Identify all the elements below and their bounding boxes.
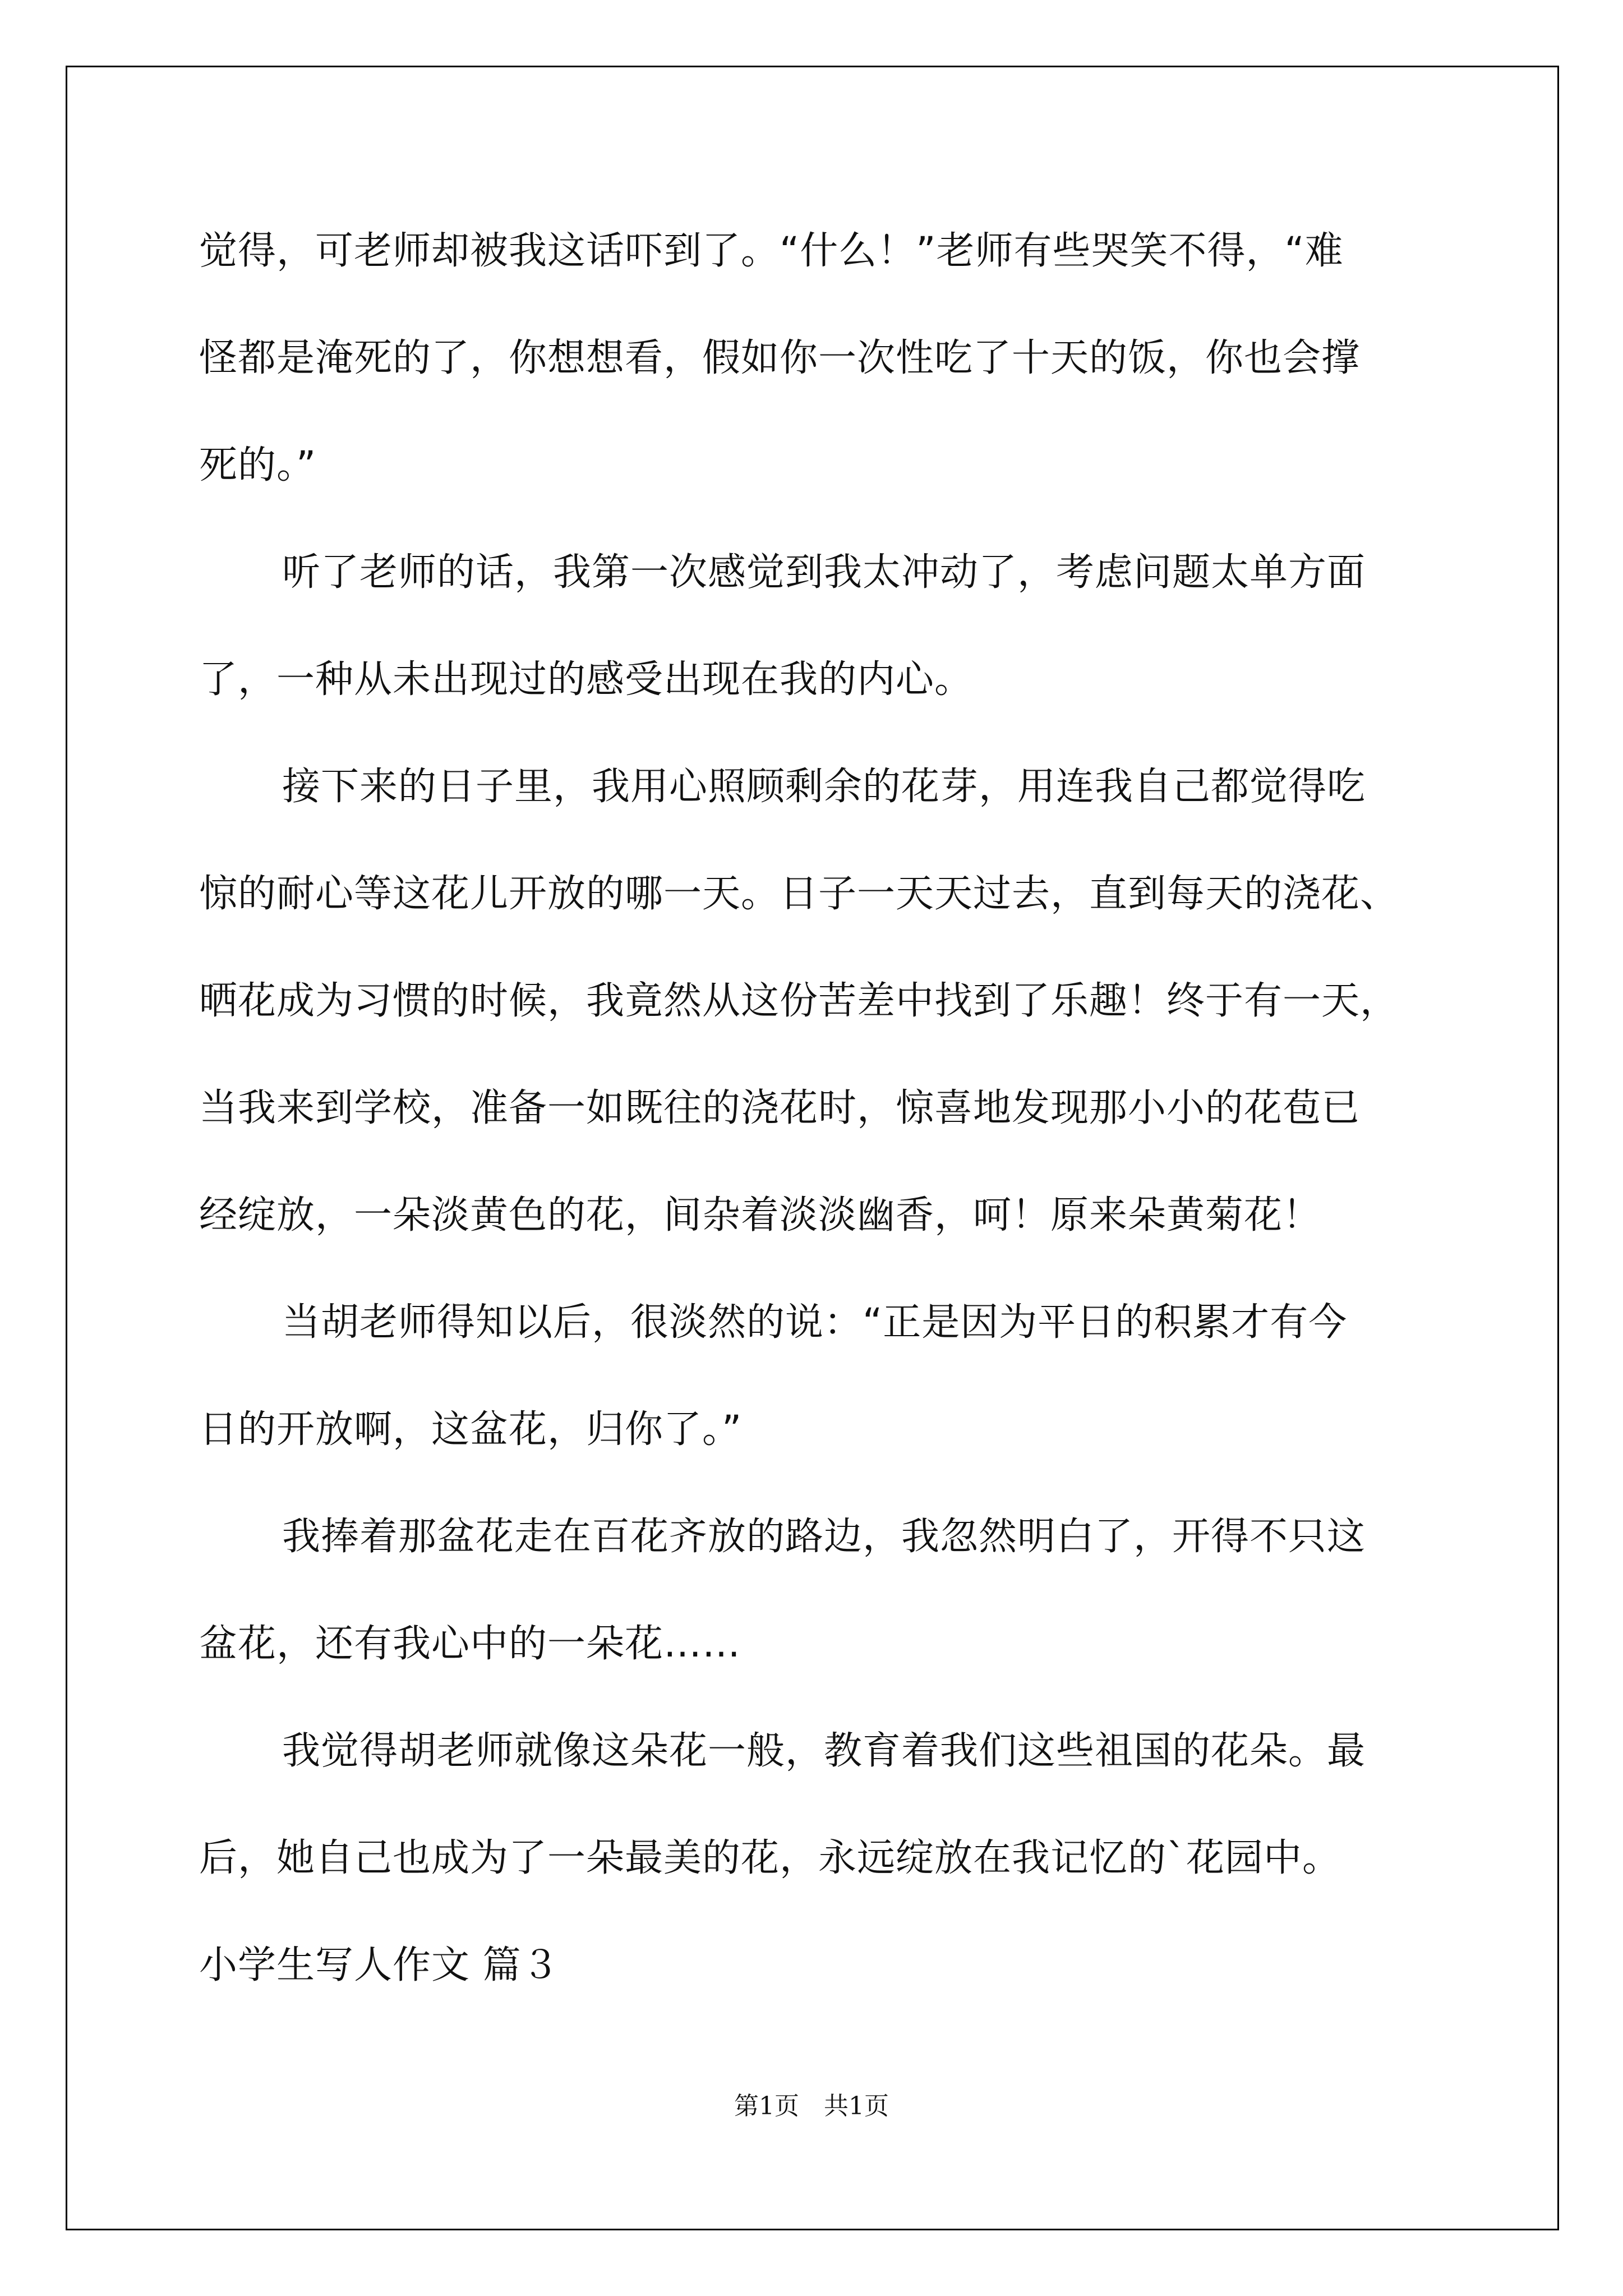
paragraph-2 <box>199 519 1433 733</box>
text-line: 接下来的日子里，我用心照顾剩余的花芽，用连我自己都觉得吃 <box>282 765 1366 809</box>
text-line: 后，她自己也成为了一朵最美的花，永远绽放在我记忆的`花园中。 <box>199 1836 1341 1880</box>
text-line: 了，一种从未出现过的感受出现在我的内心。 <box>199 657 974 702</box>
text-line: 死的。” <box>199 443 317 487</box>
document-body <box>199 197 1433 2019</box>
text-line: 晒花成为习惯的时候，我竟然从这份苦差中找到了乐趣！终于有一天， <box>199 979 1399 1023</box>
text-line: 惊的耐心等这花儿开放的哪一天。日子一天天过去，直到每天的浇花、 <box>199 872 1399 916</box>
paragraph-1 <box>199 197 1433 519</box>
text-line: 我觉得胡老师就像这朵花一般，教育着我们这些祖国的花朵。最 <box>282 1729 1366 1773</box>
text-line: 当胡老师得知以后，很淡然的说：“正是因为平日的积累才有今 <box>282 1300 1348 1345</box>
text-line: 怪都是淹死的了，你想想看，假如你一次性吃了十天的饭，你也会撑 <box>199 336 1361 380</box>
text-line: 当我来到学校，准备一如既往的浇花时，惊喜地发现那小小的花苞已 <box>199 1086 1361 1130</box>
page-footer: 第1页 共1页 <box>734 2092 889 2120</box>
text-line: 觉得，可老师却被我这话吓到了。“什么！”老师有些哭笑不得，“难 <box>199 229 1344 273</box>
paragraph-6 <box>199 1697 1433 1912</box>
paragraph-3 <box>199 733 1433 1269</box>
text-line: 日的开放啊，这盆花，归你了。” <box>199 1407 743 1452</box>
text-line: 经绽放，一朵淡黄色的花，间杂着淡淡幽香，呵！原来朵黄菊花！ <box>199 1193 1322 1237</box>
text-line: 我捧着那盆花走在百花齐放的路边，我忽然明白了，开得不只这 <box>282 1515 1366 1559</box>
section-heading: 小学生写人作文 篇３ <box>199 1943 560 1987</box>
text-line: 盆花，还有我心中的一朵花…… <box>199 1622 741 1666</box>
paragraph-5 <box>199 1483 1433 1697</box>
paragraph-4 <box>199 1269 1433 1483</box>
text-line: 听了老师的话，我第一次感觉到我太冲动了，考虑问题太单方面 <box>282 550 1366 595</box>
